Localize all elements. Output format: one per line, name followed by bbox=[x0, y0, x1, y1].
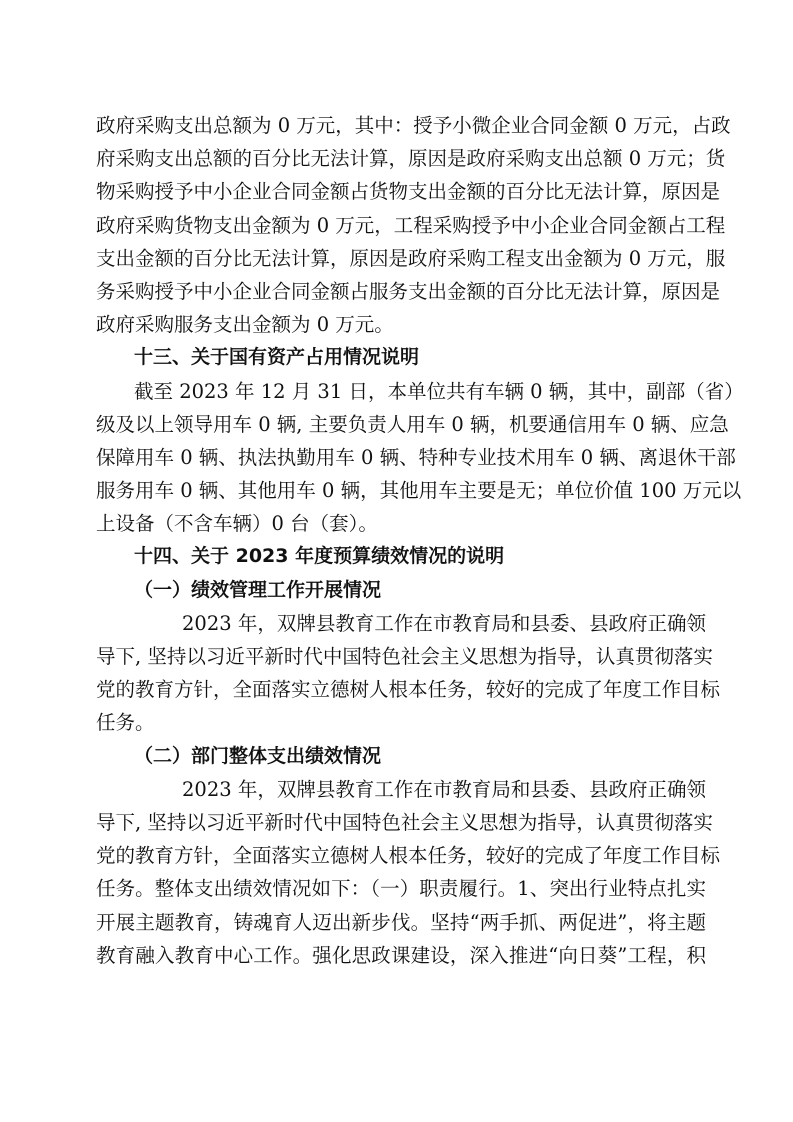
subheading-1: （一）绩效管理工作开展情况 bbox=[134, 578, 382, 601]
paragraph-overall-expenditure bbox=[96, 773, 721, 972]
section-heading-13: 十三、关于国有资产占用情况说明 bbox=[134, 346, 420, 369]
text-line: 级及以上领导用车 0 辆, 主要负责人用车 0 辆，机要通信用车 0 辆、应急 bbox=[96, 412, 729, 436]
text-line: 支出金额的百分比无法计算，原因是政府采购工程支出金额为 0 万元，服 bbox=[96, 246, 726, 270]
paragraph-procurement bbox=[96, 109, 731, 341]
paragraph-assets bbox=[96, 375, 744, 541]
text-line: 2023 年，双牌县教育工作在市教育局和县委、县政府正确领 bbox=[182, 611, 706, 635]
subheading-2: （二）部门整体支出绩效情况 bbox=[134, 744, 382, 767]
text-line: 2023 年，双牌县教育工作在市教育局和县委、县政府正确领 bbox=[182, 777, 706, 801]
text-line: 务采购授予中小企业合同金额占服务支出金额的百分比无法计算，原因是 bbox=[96, 279, 721, 303]
text-line: 任务。整体支出绩效情况如下：（一）职责履行。1、突出行业特点扎实 bbox=[96, 877, 706, 901]
text-line: 政府采购货物支出金额为 0 万元，工程采购授予中小企业合同金额占工程 bbox=[96, 213, 726, 237]
text-line: 党的教育方针，全面落实立德树人根本任务，较好的完成了年度工作目标 bbox=[96, 844, 721, 868]
text-line: 导下, 坚持以习近平新时代中国特色社会主义思想为指导，认真贯彻落实 bbox=[96, 645, 713, 668]
section-heading-14: 十四、关于 2023 年度预算绩效情况的说明 bbox=[134, 545, 505, 568]
paragraph-performance-management bbox=[96, 607, 721, 740]
text-line: 政府采购服务支出金额为 0 万元。 bbox=[96, 313, 394, 337]
text-line: 政府采购支出总额为 0 万元，其中：授予小微企业合同金额 0 万元，占政 bbox=[96, 114, 731, 137]
text-line: 任务。 bbox=[96, 711, 155, 735]
text-line: 开展主题教育，铸魂育人迈出新步伐。坚持“两手抓、两促进”，将主题 bbox=[96, 910, 706, 934]
text-line: 党的教育方针，全面落实立德树人根本任务，较好的完成了年度工作目标 bbox=[96, 678, 721, 702]
text-line: 保障用车 0 辆、执法执勤用车 0 辆、特种专业技术用车 0 辆、离退休干部 bbox=[96, 445, 736, 469]
text-line: 导下, 坚持以习近平新时代中国特色社会主义思想为指导，认真贯彻落实 bbox=[96, 810, 713, 834]
text-line: 服务用车 0 辆、其他用车 0 辆，其他用车主要是无；单位价值 100 万元以 bbox=[96, 479, 742, 503]
text-line: 截至 2023 年 12 月 31 日，本单位共有车辆 0 辆，其中，副部（省） bbox=[134, 379, 744, 403]
text-line: 上设备（不含车辆）0 台（套）。 bbox=[96, 512, 378, 536]
document-page bbox=[96, 109, 744, 972]
text-line: 物采购授予中小企业合同金额占货物支出金额的百分比无法计算，原因是 bbox=[96, 180, 721, 204]
text-line: 教育融入教育中心工作。强化思政课建设，深入推进“向日葵”工程，积 bbox=[96, 943, 706, 967]
text-line: 府采购支出总额的百分比无法计算，原因是政府采购支出总额 0 万元；货 bbox=[96, 147, 726, 171]
